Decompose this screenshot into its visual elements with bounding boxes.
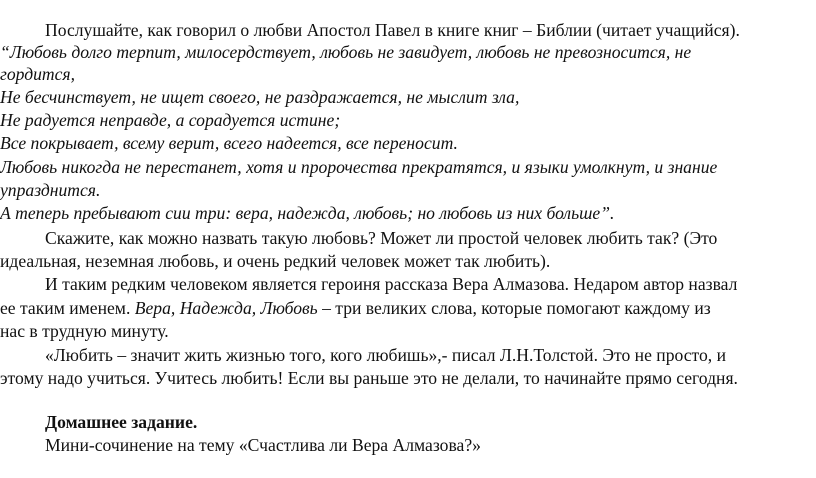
para3-line-1: И таким редким человеком является героиня рассказа Вера Алмазова. Недаром автор назвал bbox=[45, 274, 738, 294]
homework-text: Мини-сочинение на тему «Счастлива ли Вера Алмазова?» bbox=[45, 435, 481, 455]
para3-line-3: нас в трудную минуту. bbox=[0, 321, 169, 341]
para2-line-2: идеальная, неземная любовь, и очень редкий человек может так любить). bbox=[0, 251, 551, 271]
para4-line-2: этому надо учиться. Учитесь любить! Если вы раньше это не делали, то начинайте прямо сегодня. bbox=[0, 368, 738, 388]
quote-line-3: Не бесчинствует, не ищет своего, не раздражается, не мыслит зла, bbox=[0, 87, 520, 107]
para3-line-2-start: ее таким именем. bbox=[0, 298, 135, 318]
quote-line-1: “Любовь долго терпит, милосердствует, любовь не завидует, любовь не превозносится, не bbox=[0, 42, 692, 62]
para2-line-1: Скажите, как можно назвать такую любовь? Может ли простой человек любить так? (Это bbox=[45, 228, 718, 248]
para3-line-2-end: – три великих слова, которые помогают каждому из bbox=[317, 298, 711, 318]
quote-line-8: А теперь пребывают сии три: вера, надежда, любовь; но любовь из них больше”. bbox=[0, 203, 615, 223]
para3-line-2 bbox=[0, 298, 711, 318]
quote-line-7: упразднится. bbox=[0, 180, 101, 200]
intro-line: Послушайте, как говорил о любви Апостол Павел в книге книг – Библии (читает учащийся). bbox=[45, 20, 740, 40]
quote-line-4: Не радуется неправде, а сорадуется истине; bbox=[0, 110, 341, 130]
para4-line-1: «Любить – значит жить жизнью того, кого любишь»,- писал Л.Н.Толстой. Это не просто, и bbox=[45, 345, 727, 365]
homework-title: Домашнее задание. bbox=[45, 412, 198, 432]
quote-line-5: Все покрывает, всему верит, всего надеется, все переносит. bbox=[0, 133, 458, 153]
quote-line-6: Любовь никогда не перестанет, хотя и пророчества прекратятся, и языки умолкнут, и знание bbox=[0, 157, 718, 177]
quote-line-2: гордится, bbox=[0, 64, 76, 84]
para3-line-2-italic: Вера, Надежда, Любовь bbox=[134, 298, 318, 318]
